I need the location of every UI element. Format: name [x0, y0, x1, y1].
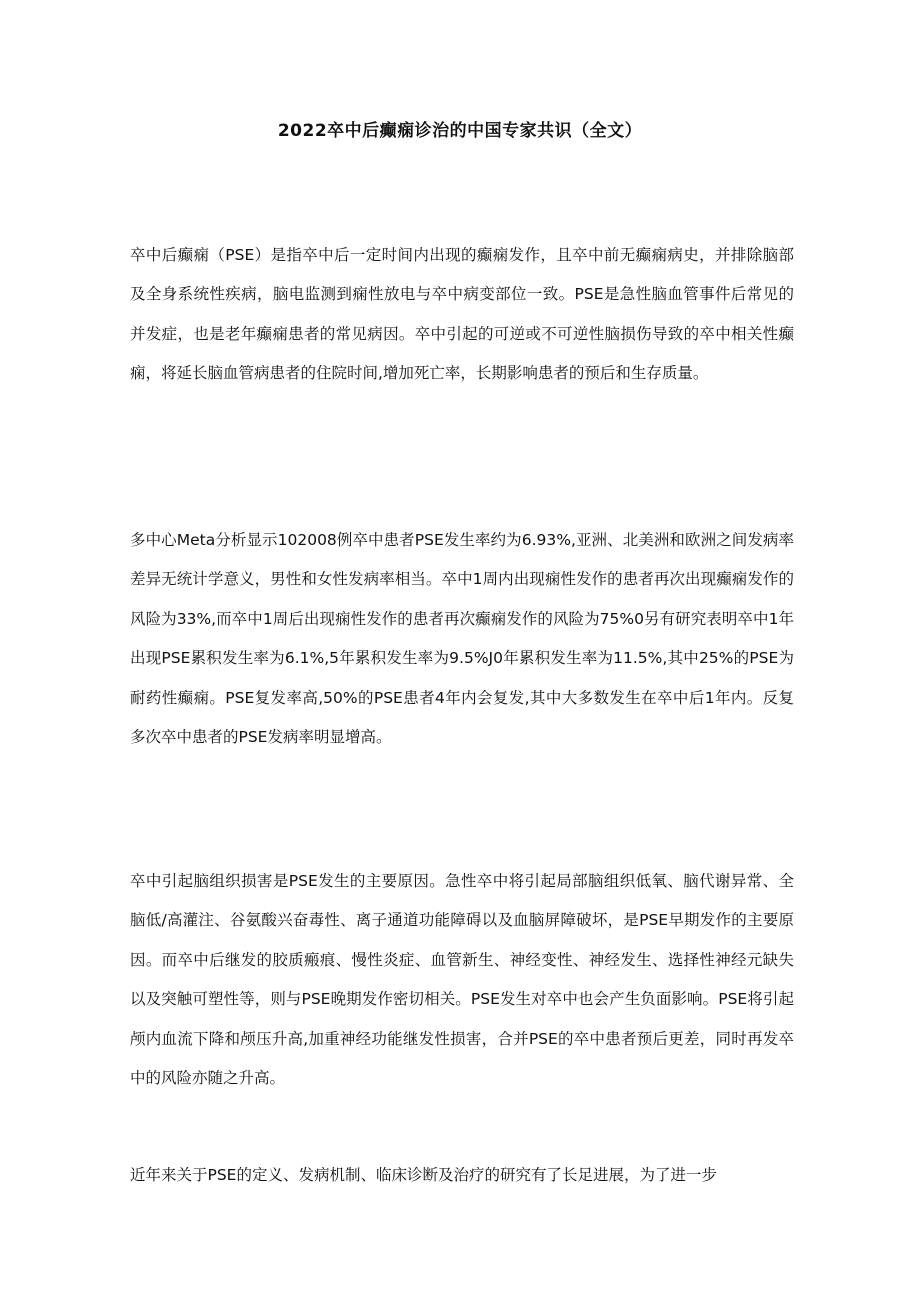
paragraph-definition: 卒中后癫痫（PSE）是指卒中后一定时间内出现的癫痫发作，且卒中前无癫痫病史，并排除脑部及全身系统性疾病，脑电监测到痫性放电与卒中病变部位一致。PSE是急性脑血管事件后常见的并发症，也是老年癫痫患者的常见病因。卒中引起的可逆或不可逆性脑损伤导致的卒中相关性癫痫，将延长脑血管病患者的住院时间,增加死亡率，长期影响患者的预后和生存质量。 — [130, 246, 794, 383]
document-title: 2022卒中后癫痫诊治的中国专家共识（全文） — [277, 121, 643, 141]
paragraph-pathogenesis: 卒中引起脑组织损害是PSE发生的主要原因。急性卒中将引起局部脑组织低氧、脑代谢异常、全脑低/高灌注、谷氨酸兴奋毒性、离子通道功能障碍以及血脑屏障破坏，是PSE早期发作的主要原因。而卒中后继发的胶质瘢痕、慢性炎症、血管新生、神经变性、神经发生、选择性神经元缺失以及突触可塑性等，则与PSE晚期发作密切相关。PSE发生对卒中也会产生负面影响。PSE将引起颅内血流下降和颅压升高,加重神经功能继发性损害，合并PSE的卒中患者预后更差，同时再发卒中的风险亦随之升高。 — [130, 872, 794, 1088]
paragraph-progress: 近年来关于PSE的定义、发病机制、临床诊断及治疗的研究有了长足进展，为了进一步 — [130, 1166, 717, 1184]
paragraph-epidemiology: 多中心Meta分析显示102008例卒中患者PSE发生率约为6.93%,亚洲、北美洲和欧洲之间发病率差异无统计学意义，男性和女性发病率相当。卒中1周内出现痫性发作的患者再次出现癫痫发作的风险为33%,而卒中1周后出现痫性发作的患者再次癫痫发作的风险为75%0另有研究表明卒中1年出现PSE累积发生率为6.1%,5年累积发生率为9.5%J0年累积发生率为11.5%,其中25%的PSE为耐药性癫痫。PSE复发率高,50%的PSE患者4年内会复发,其中大多数发生在卒中后1年内。反复多次卒中患者的PSE发病率明显增高。 — [130, 531, 794, 747]
